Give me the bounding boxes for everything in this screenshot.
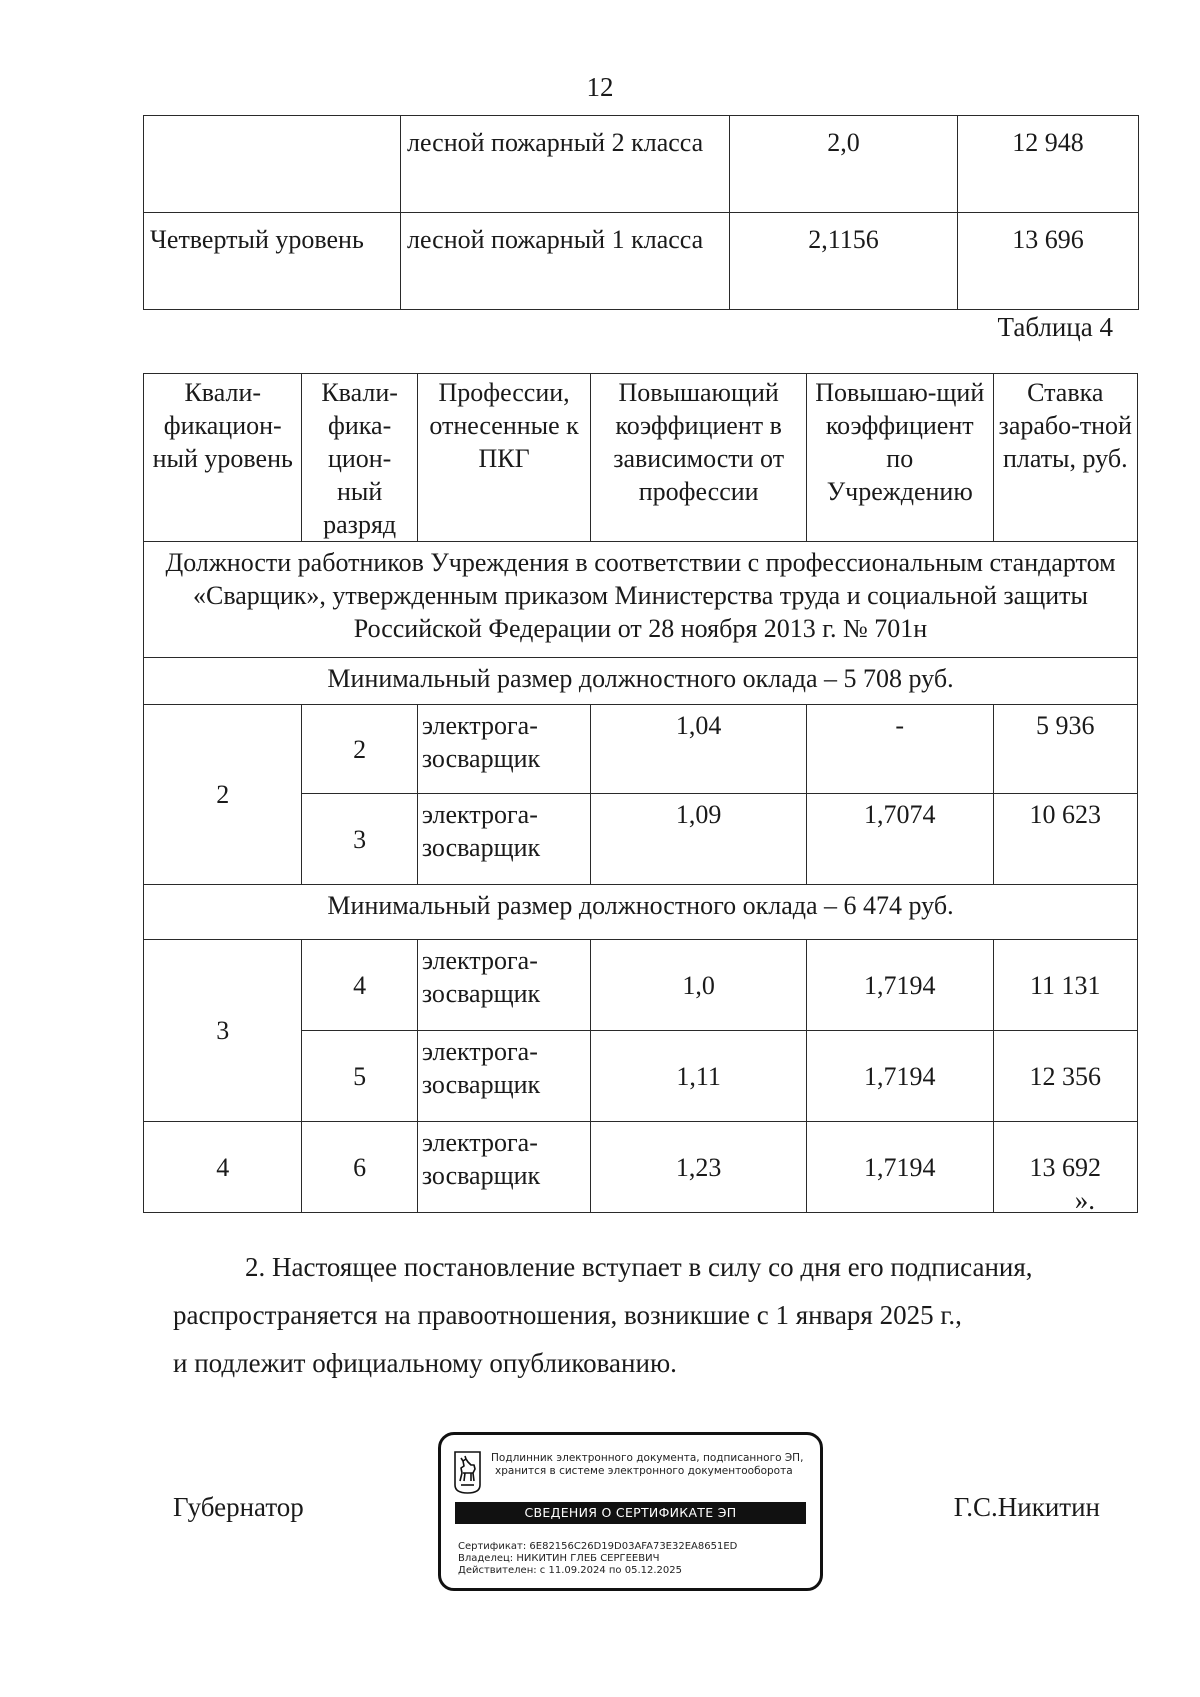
stamp-header: СВЕДЕНИЯ О СЕРТИФИКАТЕ ЭП bbox=[455, 1502, 806, 1524]
signatory-name: Г.С.Никитин bbox=[953, 1492, 1100, 1522]
institution-coefficient-cell: 1,7194 bbox=[806, 940, 993, 1031]
certificate-details bbox=[458, 1541, 737, 1577]
header-institution-coefficient: Повышаю-щий коэффициент по Учреждению bbox=[806, 374, 993, 542]
header-wage-rate: Ставка зарабо-тной платы, руб. bbox=[993, 374, 1137, 542]
header-profession-coefficient: Повышающий коэффициент в зависимости от профессии bbox=[591, 374, 807, 542]
paragraph-line: распространяется на правоотношения, возникшие с 1 января 2025 г., bbox=[173, 1300, 962, 1330]
coefficient-cell: 2,0 bbox=[730, 116, 958, 213]
min-salary-row bbox=[144, 885, 1138, 940]
stamp-notice-line: хранится в системе электронного документооборота bbox=[495, 1465, 793, 1477]
header-qualification-grade: Квали-фика-цион-ный разряд bbox=[302, 374, 417, 542]
page-number: 12 bbox=[586, 72, 614, 102]
certificate-owner: Владелец: НИКИТИН ГЛЕБ СЕРГЕЕВИЧ bbox=[458, 1553, 660, 1564]
profession-cell: электрога-зосварщик bbox=[417, 940, 591, 1031]
table-row bbox=[144, 213, 1139, 310]
table-row bbox=[144, 116, 1139, 213]
profession-cell: электрога-зосварщик bbox=[417, 794, 591, 885]
rate-cell: 13 696 bbox=[958, 213, 1139, 310]
header-professions: Профессии, отнесенные к ПКГ bbox=[417, 374, 591, 542]
table-caption: Таблица 4 bbox=[997, 312, 1113, 342]
profession-coefficient-cell: 1,0 bbox=[591, 940, 807, 1031]
signatory-title: Губернатор bbox=[173, 1492, 304, 1522]
level-cell: 3 bbox=[144, 940, 302, 1122]
grade-cell: 5 bbox=[302, 1031, 417, 1122]
certificate-validity: Действителен: с 11.09.2024 по 05.12.2025 bbox=[458, 1565, 682, 1576]
wage-rate-table bbox=[143, 373, 1138, 1213]
level-cell bbox=[144, 116, 401, 213]
rate-cell: 12 948 bbox=[958, 116, 1139, 213]
section-title: Должности работников Учреждения в соответствии с профессиональным стандартом «Сварщик», утвержденным приказом Министерства труда и социальной защиты Российской Федерации от 28 ноября 2013 г. № 701н bbox=[144, 542, 1138, 658]
min-salary-label: Минимальный размер должностного оклада – 5 708 руб. bbox=[144, 658, 1138, 705]
electronic-signature-stamp bbox=[438, 1432, 823, 1591]
profession-cell: электрога-зосварщик bbox=[417, 705, 591, 794]
paragraph-line: 2. Настоящее постановление вступает в силу со дня его подписания, bbox=[245, 1252, 1033, 1282]
wage-rate-cell: 11 131 bbox=[993, 940, 1137, 1031]
wage-rate-cell: 10 623 bbox=[993, 794, 1137, 885]
grade-cell: 6 bbox=[302, 1122, 417, 1213]
grade-cell: 2 bbox=[302, 705, 417, 794]
profession-coefficient-cell: 1,23 bbox=[591, 1122, 807, 1213]
institution-coefficient-cell: 1,7194 bbox=[806, 1031, 993, 1122]
coefficient-cell: 2,1156 bbox=[730, 213, 958, 310]
level-cell: 4 bbox=[144, 1122, 302, 1213]
institution-coefficient-cell: 1,7074 bbox=[806, 794, 993, 885]
section-row bbox=[144, 542, 1138, 658]
level-cell: 2 bbox=[144, 705, 302, 885]
profession-coefficient-cell: 1,11 bbox=[591, 1031, 807, 1122]
grade-cell: 3 bbox=[302, 794, 417, 885]
profession-coefficient-cell: 1,09 bbox=[591, 794, 807, 885]
wage-rate-cell: 13 692 bbox=[993, 1122, 1137, 1213]
deer-emblem-icon bbox=[454, 1451, 481, 1494]
effective-date-paragraph bbox=[173, 1243, 1098, 1387]
closing-quote: ». bbox=[1074, 1185, 1095, 1215]
table-header-row bbox=[144, 374, 1138, 542]
table-row bbox=[144, 705, 1138, 794]
profession-coefficient-cell: 1,04 bbox=[591, 705, 807, 794]
min-salary-label: Минимальный размер должностного оклада – 6 474 руб. bbox=[144, 885, 1138, 940]
institution-coefficient-cell: - bbox=[806, 705, 993, 794]
level-cell: Четвертый уровень bbox=[144, 213, 401, 310]
profession-cell: электрога-зосварщик bbox=[417, 1122, 591, 1213]
profession-cell: лесной пожарный 1 класса bbox=[401, 213, 730, 310]
profession-cell: лесной пожарный 2 класса bbox=[401, 116, 730, 213]
grade-cell: 4 bbox=[302, 940, 417, 1031]
wage-rate-cell: 5 936 bbox=[993, 705, 1137, 794]
wage-rate-cell: 12 356 bbox=[993, 1031, 1137, 1122]
table-row bbox=[144, 940, 1138, 1031]
header-qualification-level: Квали-фикацион-ный уровень bbox=[144, 374, 302, 542]
stamp-notice bbox=[491, 1452, 803, 1478]
paragraph-line: и подлежит официальному опубликованию. bbox=[173, 1348, 677, 1378]
stamp-notice-line: Подлинник электронного документа, подписанного ЭП, bbox=[491, 1452, 804, 1464]
institution-coefficient-cell: 1,7194 bbox=[806, 1122, 993, 1213]
certificate-number: Сертификат: 6E82156C26D19D03AFA73E32EA8651ED bbox=[458, 1541, 738, 1552]
previous-table-continuation bbox=[143, 115, 1139, 310]
table-row bbox=[144, 1122, 1138, 1213]
min-salary-row bbox=[144, 658, 1138, 705]
profession-cell: электрога-зосварщик bbox=[417, 1031, 591, 1122]
